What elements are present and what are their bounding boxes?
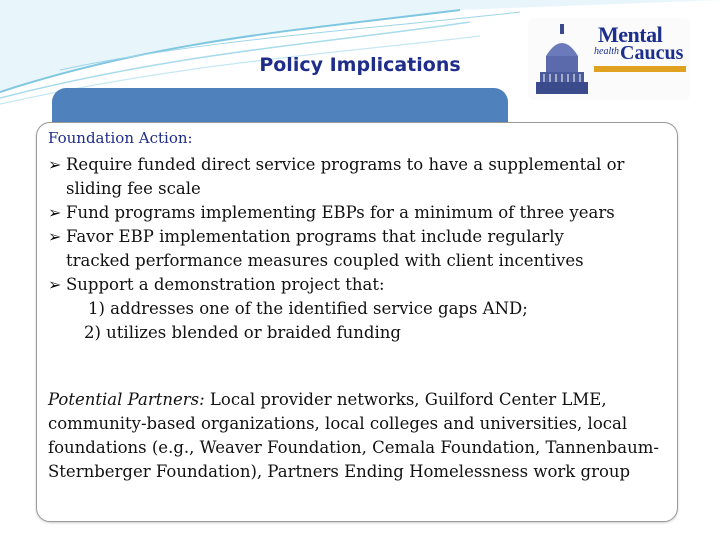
arrow-bullet-icon: ➢: [48, 275, 62, 294]
partners-text: Local provider networks, Guilford Center LME, community-based organizations, local colleges and universities, local foundations (e.g., Weaver Foundation, Cemala Foundation, Tannenbaum-Sternberger Foundation), Partners Ending Homelessness work group: [48, 390, 659, 481]
bullet-continuation: tracked performance measures coupled with client incentives: [66, 251, 584, 270]
bullet-item: [48, 225, 668, 249]
mental-health-caucus-logo: [528, 18, 690, 100]
logo-caucus: Caucus: [620, 42, 684, 64]
bullet-text: Require funded direct service programs to have a supplemental or: [66, 155, 625, 174]
bullet-continuation: sliding fee scale: [66, 179, 201, 198]
potential-partners: [48, 388, 668, 484]
bullet-text: Favor EBP implementation programs that include regularly: [66, 227, 564, 246]
arrow-bullet-icon: ➢: [48, 227, 62, 246]
bullet-text: Fund programs implementing EBPs for a minimum of three years: [66, 203, 615, 222]
partners-label: Potential Partners:: [48, 390, 205, 409]
bullet-item: [48, 201, 668, 225]
capitol-icon: [530, 20, 594, 98]
logo-mental: Mental: [598, 22, 663, 47]
arrow-bullet-icon: ➢: [48, 155, 62, 174]
numbered-item: 2) utilizes blended or braided funding: [84, 323, 401, 342]
bullet-item: [48, 153, 668, 177]
bullet-item: [48, 273, 668, 297]
arrow-bullet-icon: ➢: [48, 203, 62, 222]
page-title: Policy Implications: [259, 54, 461, 76]
foundation-heading: Foundation Action:: [48, 129, 193, 147]
foundation-action-section: [48, 126, 668, 345]
logo-underline: [594, 66, 686, 72]
logo-health: health: [594, 46, 619, 57]
numbered-item: 1) addresses one of the identified service gaps AND;: [88, 299, 528, 318]
bullet-text: Support a demonstration project that:: [66, 275, 385, 294]
